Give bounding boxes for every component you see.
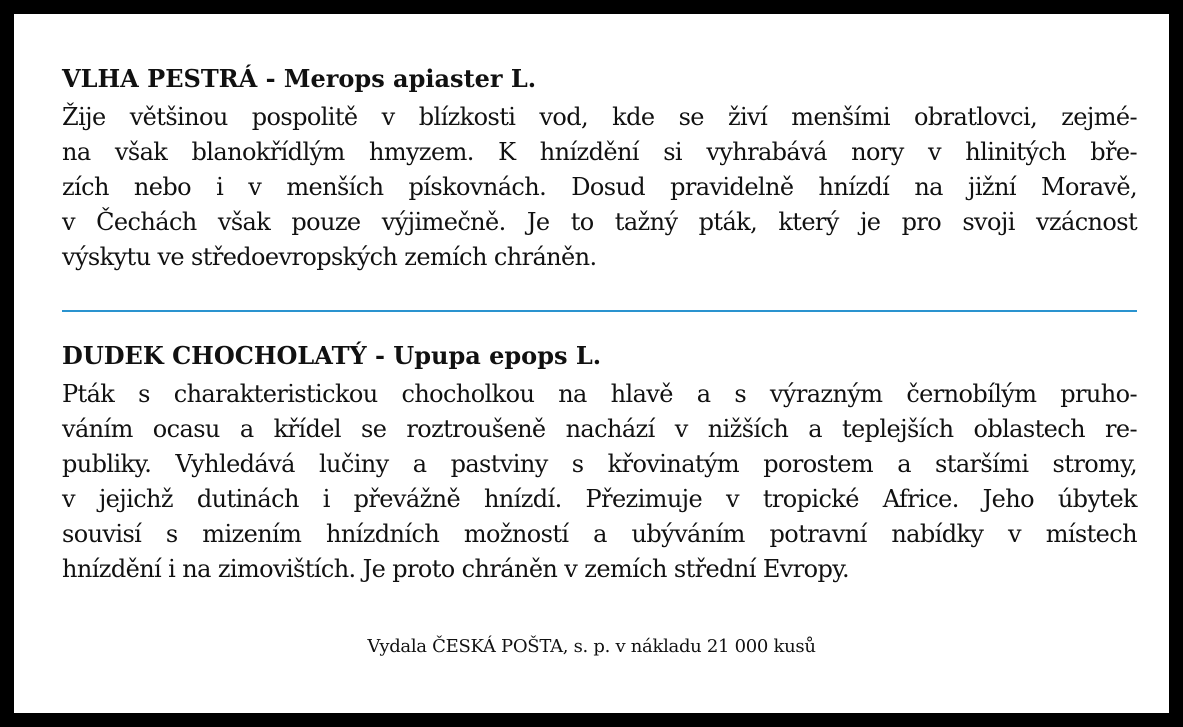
heading-latin-name: Merops apiaster L.	[283, 64, 537, 93]
description-line: zích nebo i v menších pískovnách. Dosud pravidelně hnízdí na jižní Moravě,	[62, 173, 1137, 201]
heading-separator: -	[366, 341, 394, 370]
publisher-footer: Vydala ČESKÁ POŠTA, s. p. v nákladu 21 000 kusů	[367, 636, 816, 657]
description-line: váním ocasu a křídel se roztroušeně nachází v nižších a teplejších oblastech re-	[62, 415, 1137, 443]
stamp-info-card	[14, 14, 1169, 713]
section-heading	[62, 341, 1137, 371]
description-line: v Čechách však pouze výjimečně. Je to tažný pták, který je pro svoji vzácnost	[62, 208, 1137, 236]
heading-czech-name: VLHA PESTRÁ	[62, 64, 258, 93]
heading-latin-name: Upupa epops L.	[393, 341, 602, 370]
bird-section-bee-eater	[62, 64, 1137, 275]
description-line: hnízdění i na zimovištích. Je proto chráněn v zemích střední Evropy.	[62, 555, 850, 583]
description-line: publiky. Vyhledává lučiny a pastviny s křovinatým porostem a staršími stromy,	[62, 450, 1137, 478]
bird-section-hoopoe	[62, 341, 1137, 587]
heading-czech-name: DUDEK CHOCHOLATÝ	[62, 341, 367, 370]
description-line: v jejichž dutinách i převážně hnízdí. Přezimuje v tropické Africe. Jeho úbytek	[62, 485, 1137, 513]
description-line: na však blanokřídlým hmyzem. K hnízdění si vyhrabává nory v hlinitých bře-	[62, 138, 1137, 166]
description-line: výskytu ve středoevropských zemích chráněn.	[62, 243, 597, 271]
section-description	[62, 377, 1137, 587]
section-divider	[62, 310, 1137, 312]
description-line: Žije většinou pospolitě v blízkosti vod, kde se živí menšími obratlovci, zejmé-	[62, 103, 1137, 131]
section-description	[62, 100, 1137, 275]
description-line: souvisí s mizením hnízdních možností a ubýváním potravní nabídky v místech	[62, 520, 1137, 548]
heading-separator: -	[257, 64, 284, 93]
section-heading	[62, 64, 1137, 94]
description-line: Pták s charakteristickou chocholkou na hlavě a s výrazným černobílým pruho-	[62, 380, 1137, 408]
